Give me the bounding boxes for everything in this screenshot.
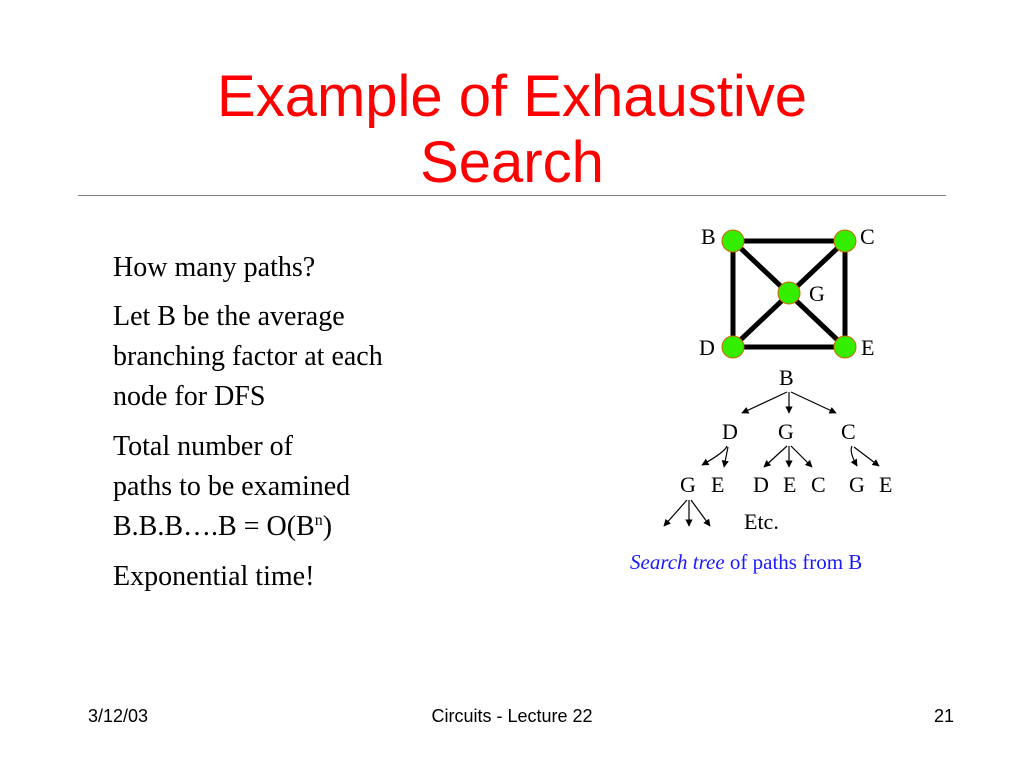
paragraph-how-many-paths: How many paths?: [113, 252, 316, 283]
tree-l2-e3: E: [879, 472, 893, 497]
node-label-d: D: [699, 335, 715, 360]
node-b: [722, 230, 744, 252]
node-g: [778, 282, 800, 304]
arrow-g-d: [764, 446, 787, 467]
formula-exponent: n: [314, 512, 323, 529]
formula-prefix: B.B.B….B = O(B: [113, 511, 315, 542]
total-paths-line-2: paths to be examined: [113, 471, 351, 502]
footer-date: 3/12/03: [88, 706, 149, 726]
node-label-g: G: [809, 281, 825, 306]
arrow-g-c: [791, 446, 812, 467]
node-d: [722, 336, 744, 358]
tree-l1-g: G: [778, 419, 794, 444]
arrow-b-c: [791, 392, 836, 413]
title-line-1: Example of Exhaustive: [217, 64, 807, 129]
tree-etc: Etc.: [744, 509, 779, 534]
tree-l1-c: C: [841, 419, 856, 444]
arrow-g2-a: [664, 500, 687, 526]
formula-suffix: ): [322, 511, 333, 542]
tree-root-label: B: [779, 365, 794, 390]
tree-caption-italic: Search tree: [630, 550, 725, 574]
search-diagram: [600, 215, 940, 585]
arrow-g2-c: [691, 500, 710, 526]
footer-page-number: 21: [933, 706, 954, 726]
tree-arrows: [664, 392, 879, 526]
paragraph-branching-factor: Let B be the average branching factor at each node for DFS: [113, 301, 383, 412]
tree-caption: [630, 550, 862, 574]
arrow-c-e: [854, 447, 879, 466]
arrow-b-d: [742, 392, 787, 413]
node-e: [834, 336, 856, 358]
slide-body: [113, 248, 423, 607]
node-label-b: B: [701, 224, 716, 249]
tree-l2-d: D: [753, 472, 769, 497]
title-line-2: Search: [420, 130, 604, 195]
tree-caption-rest: of paths from B: [724, 550, 863, 574]
tree-l2-c: C: [811, 472, 826, 497]
tree-l2-g2: G: [849, 472, 865, 497]
arrow-d-g: [702, 446, 727, 465]
paragraph-exponential: Exponential time!: [113, 561, 315, 592]
node-label-e: E: [861, 335, 875, 360]
node-label-c: C: [860, 224, 875, 249]
tree-l1-d: D: [722, 419, 738, 444]
slide-title: [0, 64, 1024, 196]
footer-course: Circuits - Lecture 22: [431, 706, 593, 726]
tree-l2-e1: E: [711, 472, 725, 497]
title-divider: [78, 195, 946, 196]
tree-l2-g1: G: [680, 472, 696, 497]
total-paths-line-1: Total number of: [113, 431, 293, 462]
paragraph-total-paths: [113, 427, 423, 547]
tree-l2-e2: E: [783, 472, 797, 497]
node-c: [834, 230, 856, 252]
